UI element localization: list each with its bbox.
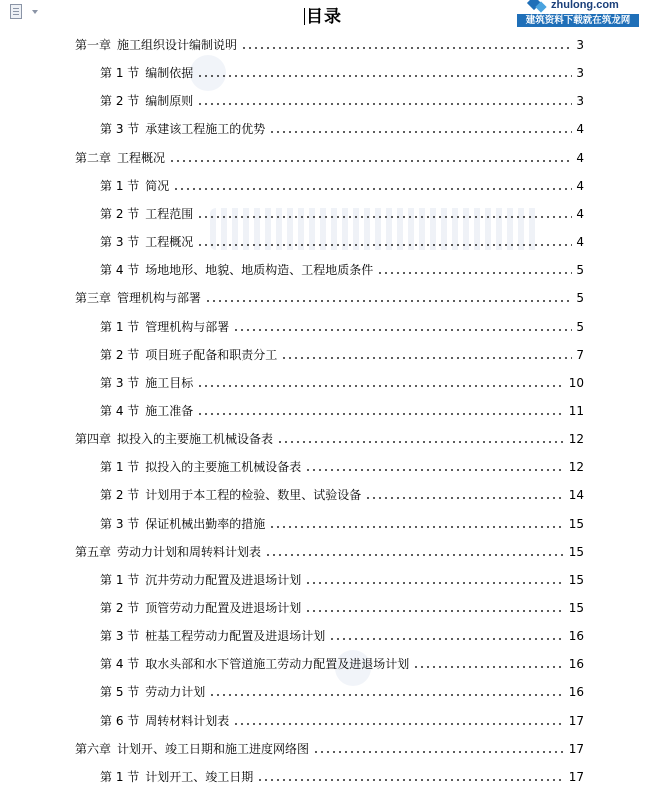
toc-entry-title: 编制原则 <box>145 94 194 108</box>
toc-entry-title: 承建该工程施工的优势 <box>145 122 266 136</box>
toc-section-entry[interactable] <box>100 514 584 532</box>
toc-entry-number: 第 2 节 <box>100 488 140 502</box>
toc-dot-leader <box>281 350 572 360</box>
toc-section-entry[interactable] <box>100 63 584 81</box>
toc-page-number: 17 <box>568 714 584 728</box>
toc-page-number: 14 <box>568 488 584 502</box>
toc-entry-number: 第 3 节 <box>100 235 140 249</box>
toc-chapter-entry[interactable] <box>75 288 584 306</box>
toc-dot-leader <box>173 181 572 191</box>
toc-dot-leader <box>197 237 572 247</box>
toc-page-number: 3 <box>576 66 584 80</box>
toc-entry-title: 取水头部和水下管道施工劳动力配置及进退场计划 <box>145 657 410 671</box>
toc-page-number: 15 <box>568 545 584 559</box>
toc-entry-number: 第 2 节 <box>100 601 140 615</box>
toc-section-entry[interactable] <box>100 570 584 588</box>
toc-entry-title: 顶管劳动力配置及进退场计划 <box>145 601 302 615</box>
toc-entry-number: 第 2 节 <box>100 207 140 221</box>
toc-entry-title: 工程概况 <box>117 151 166 165</box>
toc-page-number: 15 <box>568 601 584 615</box>
toc-section-entry[interactable] <box>100 91 584 109</box>
toc-dot-leader <box>269 124 572 134</box>
toc-entry-number: 第 1 节 <box>100 179 140 193</box>
toc-entry-title: 简况 <box>145 179 170 193</box>
toc-section-entry[interactable] <box>100 260 584 278</box>
toc-entry-number: 第 2 节 <box>100 348 140 362</box>
toc-page-number: 4 <box>576 207 584 221</box>
toc-page-number: 12 <box>568 460 584 474</box>
toc-section-entry[interactable] <box>100 373 584 391</box>
toc-section-entry[interactable] <box>100 204 584 222</box>
toc-page-number: 12 <box>568 432 584 446</box>
toc-entry-title: 计划开工、竣工日期 <box>145 770 254 784</box>
toc-dot-leader <box>233 716 564 726</box>
toc-chapter-entry[interactable] <box>75 542 584 560</box>
toc-dot-leader <box>197 96 572 106</box>
toc-dot-leader <box>209 687 564 697</box>
toc-entry-title: 管理机构与部署 <box>117 291 202 305</box>
toc-page-number: 5 <box>576 291 584 305</box>
toc-entry-number: 第 1 节 <box>100 66 140 80</box>
toc-page-number: 17 <box>568 742 584 756</box>
toc-entry-number: 第三章 <box>75 291 112 305</box>
toc-entry-number: 第 1 节 <box>100 460 140 474</box>
toc-section-entry[interactable] <box>100 232 584 250</box>
toc-entry-title: 保证机械出勤率的措施 <box>145 517 266 531</box>
toc-entry-number: 第五章 <box>75 545 112 559</box>
toc-dot-leader <box>205 293 572 303</box>
toc-page-number: 16 <box>568 629 584 643</box>
toc-entry-title: 项目班子配备和职责分工 <box>145 348 278 362</box>
toc-entry-number: 第 1 节 <box>100 770 140 784</box>
logo-slogan: 建筑资料下载就在筑龙网 <box>517 14 639 27</box>
toc-entry-number: 第四章 <box>75 432 112 446</box>
toc-entry-title: 工程范围 <box>145 207 194 221</box>
toc-chapter-entry[interactable] <box>75 429 584 447</box>
toc-section-entry[interactable] <box>100 682 584 700</box>
toc-dot-leader <box>197 209 572 219</box>
toc-section-entry[interactable] <box>100 654 584 672</box>
toc-section-entry[interactable] <box>100 176 584 194</box>
toc-page-number: 4 <box>576 122 584 136</box>
toc-entry-number: 第 3 节 <box>100 629 140 643</box>
toc-section-entry[interactable] <box>100 401 584 419</box>
toc-dot-leader <box>313 744 565 754</box>
toc-section-entry[interactable] <box>100 598 584 616</box>
logo-domain: zhulong.com <box>551 0 619 11</box>
toc-dot-leader <box>197 68 572 78</box>
toc-dot-leader <box>241 40 572 50</box>
toc-dot-leader <box>265 547 565 557</box>
toc-dot-leader <box>305 603 564 613</box>
toc-chapter-entry[interactable] <box>75 148 584 166</box>
toc-page-number: 16 <box>568 657 584 671</box>
toc-page-number: 11 <box>568 404 584 418</box>
toc-entry-title: 施工准备 <box>145 404 194 418</box>
toc-entry-title: 桩基工程劳动力配置及进退场计划 <box>145 629 326 643</box>
toc-page-number: 10 <box>568 376 584 390</box>
toc-section-entry[interactable] <box>100 119 584 137</box>
toc-page-number: 4 <box>576 179 584 193</box>
toc-section-entry[interactable] <box>100 317 584 335</box>
toc-dot-leader <box>329 631 564 641</box>
toc-entry-number: 第 5 节 <box>100 685 140 699</box>
toc-section-entry[interactable] <box>100 345 584 363</box>
toc-section-entry[interactable] <box>100 626 584 644</box>
toc-entry-number: 第 2 节 <box>100 94 140 108</box>
toc-entry-number: 第 1 节 <box>100 573 140 587</box>
toc-page-number: 5 <box>576 320 584 334</box>
toc-entry-title: 计划用于本工程的检验、数里、试验设备 <box>145 488 362 502</box>
toc-entry-number: 第 4 节 <box>100 657 140 671</box>
toc-entry-title: 沉井劳动力配置及进退场计划 <box>145 573 302 587</box>
toc-section-entry[interactable] <box>100 711 584 729</box>
toc-dot-leader <box>169 153 572 163</box>
toc-entry-number: 第二章 <box>75 151 112 165</box>
text-cursor <box>304 8 305 25</box>
toc-entry-title: 编制依据 <box>145 66 194 80</box>
toc-chapter-entry[interactable] <box>75 739 584 757</box>
toc-chapter-entry[interactable] <box>75 35 584 53</box>
toc-entry-number: 第 3 节 <box>100 517 140 531</box>
toc-entry-title: 劳动力计划 <box>145 685 206 699</box>
toc-dot-leader <box>197 406 564 416</box>
toc-section-entry[interactable] <box>100 485 584 503</box>
toc-entry-title: 施工目标 <box>145 376 194 390</box>
toc-dot-leader <box>233 322 572 332</box>
toc-entry-title: 工程概况 <box>145 235 194 249</box>
toc-entry-number: 第一章 <box>75 38 112 52</box>
toc-page-number: 17 <box>568 770 584 784</box>
toc-page-number: 4 <box>576 235 584 249</box>
toc-page-number: 16 <box>568 685 584 699</box>
toc-entry-title: 施工组织设计编制说明 <box>117 38 238 52</box>
toc-page-number: 4 <box>576 151 584 165</box>
toc-dot-leader <box>305 575 564 585</box>
toc-entry-title: 劳动力计划和周转料计划表 <box>117 545 262 559</box>
toc-dot-leader <box>197 378 564 388</box>
toc-page-number: 3 <box>576 38 584 52</box>
toc-page-number: 5 <box>576 263 584 277</box>
toc-section-entry[interactable] <box>100 457 584 475</box>
toc-dot-leader <box>269 519 564 529</box>
toc-page-number: 7 <box>576 348 584 362</box>
toc-entry-title: 拟投入的主要施工机械设备表 <box>117 432 274 446</box>
toc-entry-number: 第 1 节 <box>100 320 140 334</box>
toc-entry-title: 计划开、竣工日期和施工进度网络图 <box>117 742 310 756</box>
toc-page-number: 15 <box>568 573 584 587</box>
toc-section-entry[interactable] <box>100 767 584 785</box>
toc-dot-leader <box>413 659 564 669</box>
toc-entry-number: 第 4 节 <box>100 263 140 277</box>
toc-entry-number: 第六章 <box>75 742 112 756</box>
toc-dot-leader <box>305 462 564 472</box>
toc-page-number: 15 <box>568 517 584 531</box>
toc-dot-leader <box>365 490 564 500</box>
toc-entry-title: 场地地形、地貌、地质构造、工程地质条件 <box>145 263 374 277</box>
toc-entry-number: 第 3 节 <box>100 122 140 136</box>
toc-entry-number: 第 3 节 <box>100 376 140 390</box>
page-title-text: 目录 <box>306 7 342 27</box>
zhulong-logo <box>517 0 639 28</box>
toc-entry-title: 管理机构与部署 <box>145 320 230 334</box>
toc-entry-title: 周转材料计划表 <box>145 714 230 728</box>
toc-entry-title: 拟投入的主要施工机械设备表 <box>145 460 302 474</box>
toc-dot-leader <box>277 434 565 444</box>
toc-dot-leader <box>377 265 572 275</box>
toc-entry-number: 第 6 节 <box>100 714 140 728</box>
toc-page-number: 3 <box>576 94 584 108</box>
toc-dot-leader <box>257 772 564 782</box>
toc-entry-number: 第 4 节 <box>100 404 140 418</box>
